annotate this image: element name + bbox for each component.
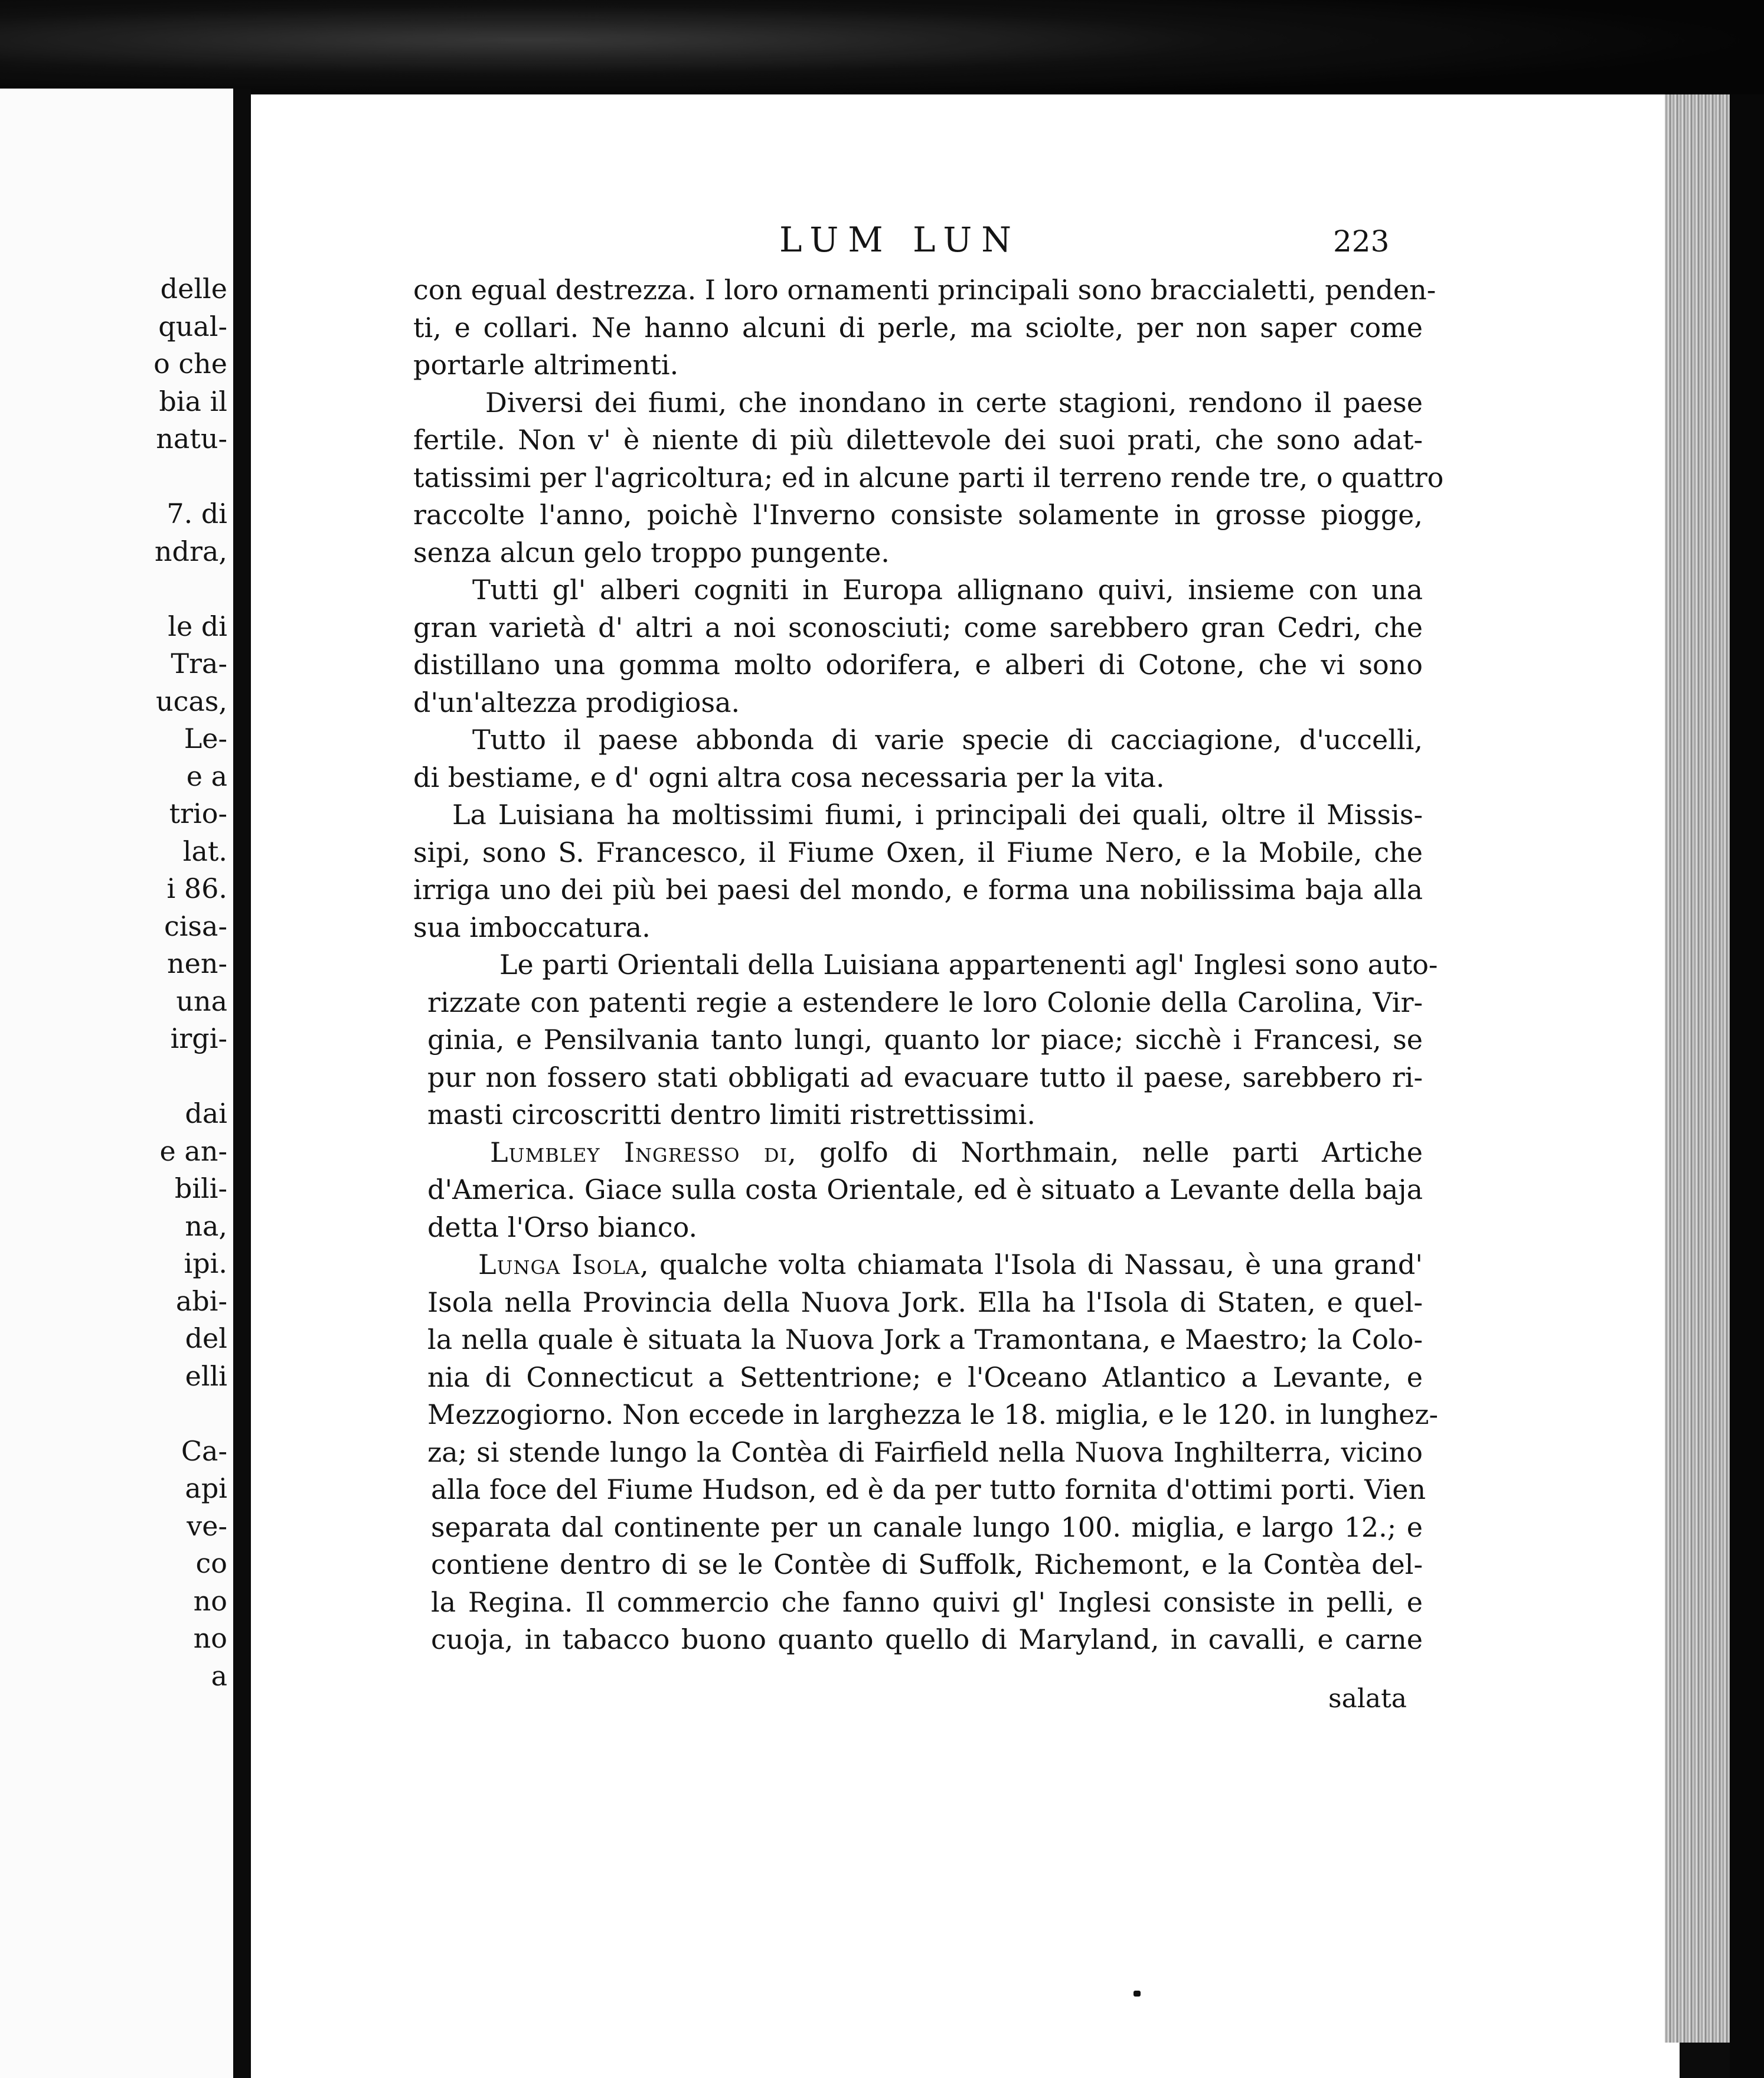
left-page-fragment: na, [185, 1210, 227, 1242]
left-page-fragment [153, 458, 227, 496]
text-line: senza alcun gelo troppo pungente. [413, 536, 890, 568]
text-line: d'un'altezza prodigiosa. [413, 686, 740, 718]
left-page-fragment [153, 570, 227, 608]
ink-speck [1133, 1991, 1141, 1997]
text-line: Mezzogiorno. Non eccede in larghezza le 18. miglia, e le 120. in lunghez- [427, 1399, 1439, 1430]
left-page-fragment: bia il [159, 385, 227, 417]
entry-headword: Lumbley Ingresso di [490, 1136, 788, 1168]
left-page-fragment: del [185, 1322, 227, 1354]
left-page-fragment: lat. [182, 835, 227, 867]
text-line: alla foce del Fiume Hudson, ed è da per tutto fornita d'ottimi porti. Vien [431, 1473, 1426, 1505]
left-page-fragment: 7. di [166, 498, 227, 530]
text-line: za; si stende lungo la Contèa di Fairfield nella Nuova Inghilterra, vicino [427, 1436, 1423, 1468]
text-line: portarle altrimenti. [413, 349, 679, 381]
text-line: sipi, sono S. Francesco, il Fiume Oxen, il Fiume Nero, e la Mobile, che [413, 836, 1423, 868]
left-page-fragment: e an- [159, 1135, 227, 1167]
left-page-fragment: ndra, [154, 535, 227, 567]
left-page-fragment: no [193, 1584, 227, 1617]
left-page-fragment: ucas, [155, 685, 227, 717]
catchword: salata [1328, 1684, 1407, 1714]
book-gutter [233, 89, 251, 2078]
text-line: irriga uno dei più bei paesi del mondo, e forma una nobilissima baja alla [413, 874, 1423, 906]
text-line: con egual destrezza. I loro ornamenti principali sono braccialetti, penden- [413, 274, 1436, 306]
left-page-fragment: ve- [187, 1510, 227, 1542]
text-line: Tutti gl' alberi cogniti in Europa allignano quivi, insieme con una [472, 574, 1423, 606]
left-page-fragment: irgi- [170, 1022, 227, 1054]
text-line: ginia, e Pensilvania tanto lungi, quanto lor piace; sicchè i Francesi, se [427, 1024, 1423, 1056]
left-page-fragment [153, 1058, 227, 1096]
running-head: LUM LUN [779, 220, 1021, 260]
left-page-fragment: una [176, 985, 227, 1017]
text-line: Isola nella Provincia della Nuova Jork. Ella ha l'Isola di Staten, e quel- [427, 1286, 1423, 1318]
left-page-fragment: natu- [156, 423, 227, 455]
left-page-fragment: a [211, 1659, 227, 1692]
left-page-fragment: co [195, 1547, 227, 1579]
text-line: detta l'Orso bianco. [427, 1211, 698, 1243]
left-page-fragment: trio- [169, 798, 227, 829]
left-page-fragment: Ca- [181, 1435, 227, 1467]
left-page-fragment: abi- [175, 1285, 227, 1317]
text-line: fertile. Non v' è niente di più dilettevole dei suoi prati, che sono adat- [413, 424, 1423, 456]
text-line: tatissimi per l'agricoltura; ed in alcune parti il terreno rende tre, o quattro [413, 461, 1444, 494]
left-page-fragment: dai [185, 1097, 227, 1129]
left-page-fragment: i 86. [166, 873, 227, 904]
entry-headword: Lunga Isola [478, 1249, 641, 1280]
text-line: raccolte l'anno, poichè l'Inverno consiste solamente in grosse piogge, [413, 499, 1423, 531]
text-line: separata dal continente per un canale lungo 100. miglia, e largo 12.; e [431, 1511, 1423, 1543]
text-line: la nella quale è situata la Nuova Jork a Tramontana, e Maestro; la Colo- [427, 1324, 1423, 1355]
left-page-fragment: le di [168, 610, 227, 642]
left-page-fragment: ipi. [184, 1247, 227, 1279]
left-page-text-fragments [153, 270, 227, 1695]
entry-lumbley-first-line: Lumbley Ingresso di, golfo di Northmain, nelle parti Artiche [490, 1136, 1423, 1168]
dark-background-top [0, 0, 1764, 100]
text-line: contiene dentro di se le Contèe di Suffolk, Richemont, e la Contèa del- [431, 1548, 1423, 1580]
left-page-fragment: Le- [184, 723, 227, 754]
text-line: d'America. Giace sulla costa Orientale, ed è situato a Levante della baja [427, 1174, 1423, 1205]
text-line: pur non fossero stati obbligati ad evacuare tutto il paese, sarebbero ri- [427, 1061, 1423, 1093]
text-line: masti circoscritti dentro limiti ristrettissimi. [427, 1099, 1035, 1131]
left-page-fragment: nen- [166, 947, 227, 979]
text-line: cuoja, in tabacco buono quanto quello di Maryland, in cavalli, e carne [431, 1623, 1423, 1655]
right-shadow [1730, 94, 1764, 2078]
text-line: Diversi dei fiumi, che inondano in certe stagioni, rendono il paese [485, 386, 1423, 419]
left-page-fragment: elli [185, 1360, 227, 1392]
text-line: distillano una gomma molto odorifera, e alberi di Cotone, che vi sono [413, 649, 1423, 681]
page-number: 223 [1333, 224, 1390, 259]
left-page-fragment: o che [153, 348, 227, 380]
left-page-fragment: bili- [174, 1172, 227, 1204]
text-line: Tutto il paese abbonda di varie specie di cacciagione, d'uccelli, [472, 724, 1423, 756]
text-line: nia di Connecticut a Settentrione; e l'Oceano Atlantico a Levante, e [427, 1361, 1423, 1393]
text-line: rizzate con patenti regie a estendere le loro Colonie della Carolina, Vir- [427, 986, 1423, 1018]
page-body [413, 272, 1444, 1659]
text-line: la Regina. Il commercio che fanno quivi gl' Inglesi consiste in pelli, e [431, 1586, 1423, 1618]
left-page-fragment: delle [160, 273, 227, 305]
text-line: ti, e collari. Ne hanno alcuni di perle, ma sciolte, per non saper come [413, 311, 1423, 344]
left-page-fragment: api [185, 1472, 227, 1504]
left-page-fragment [153, 1395, 227, 1433]
text-line: di bestiame, e d' ogni altra cosa necessaria per la vita. [413, 761, 1165, 793]
left-page-fragment: Tra- [171, 648, 227, 679]
text-line: sua imboccatura. [413, 911, 651, 943]
text-line: La Luisiana ha moltissimi fiumi, i principali dei quali, oltre il Missis- [452, 799, 1423, 831]
page-edges [1665, 94, 1730, 2043]
text-line: Le parti Orientali della Luisiana appartenenti agl' Inglesi sono auto- [499, 949, 1438, 981]
left-page-fragment: cisa- [164, 910, 227, 942]
left-page-fragment: no [193, 1622, 227, 1654]
left-page-fragment: e a [186, 760, 227, 792]
left-page-fragment: qual- [158, 310, 227, 342]
text-line: gran varietà d' altri a noi sconosciuti; come sarebbero gran Cedri, che [413, 611, 1423, 643]
entry-lunga-first-line: Lunga Isola, qualche volta chiamata l'Isola di Nassau, è una grand' [478, 1249, 1423, 1280]
